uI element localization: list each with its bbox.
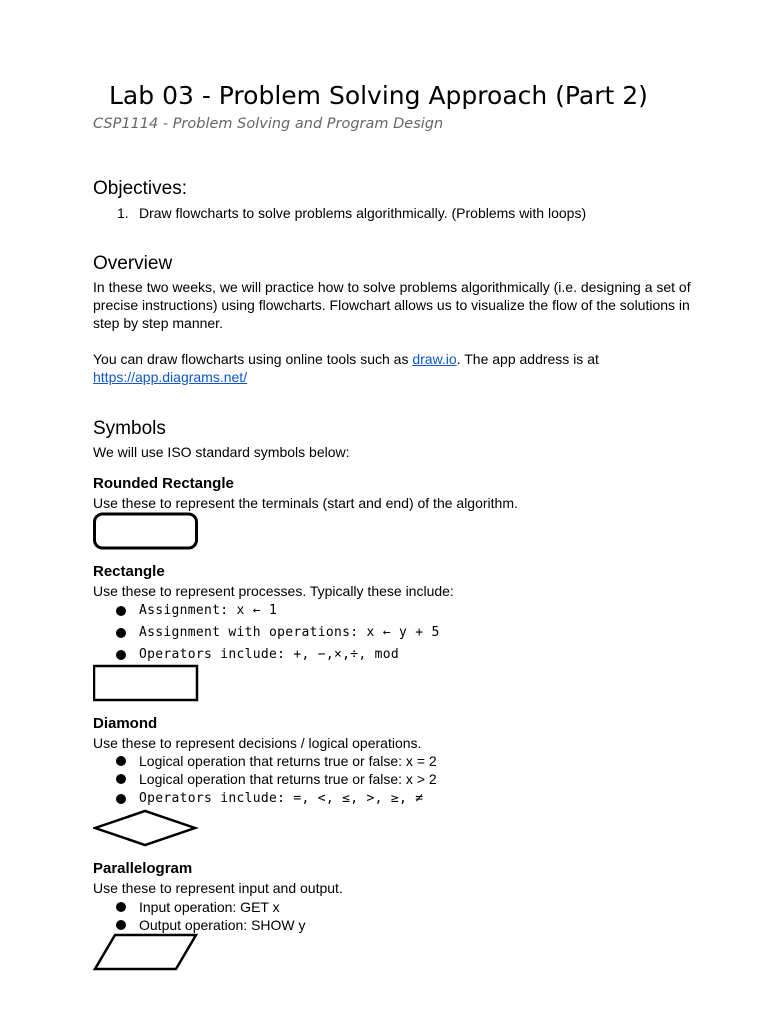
overview-heading: Overview (93, 253, 173, 274)
objectives-heading: Objectives: (93, 178, 187, 199)
overview-paragraph: In these two weeks, we will practice how to solve problems algorithmically (i.e. designing a set of precise instructions) using flowcharts. Flowchart allows us to visualize the flow of the solutions in step by step manner. (93, 279, 691, 331)
rounded-rectangle-shape (93, 512, 201, 552)
objective-item (93, 204, 586, 222)
parallelogram-title: Parallelogram (93, 860, 193, 877)
bullet-icon (116, 920, 126, 930)
bullet-icon (116, 650, 126, 660)
app-url-link[interactable]: https://app.diagrams.net/ (93, 369, 248, 385)
app-address-paragraph (93, 368, 693, 386)
bullet-text: Logical operation that returns true or false: x > 2 (139, 771, 437, 787)
page-title: Lab 03 - Problem Solving Approach (Part 2) (109, 81, 648, 110)
list-item (93, 644, 440, 666)
bullet-icon (116, 756, 126, 766)
bullet-text: Input operation: GET x (139, 899, 280, 915)
diamond-title: Diamond (93, 715, 158, 732)
rounded-rectangle-title: Rounded Rectangle (93, 475, 234, 492)
bullet-icon (116, 774, 126, 784)
bullet-text: Operators include: +, −,×,÷, mod (139, 647, 400, 662)
bullet-text: Logical operation that returns true or false: x = 2 (139, 753, 437, 769)
bullet-icon (116, 902, 126, 912)
diamond-bullets (93, 752, 437, 810)
bullet-text: Assignment: x ← 1 (139, 603, 278, 618)
list-item (93, 770, 437, 788)
rectangle-shape (93, 664, 201, 704)
tools-paragraph (93, 350, 693, 368)
objective-number: 1. (117, 205, 129, 221)
list-item (93, 600, 440, 622)
rectangle-bullets (93, 600, 440, 666)
bullet-icon (116, 794, 126, 804)
tools-text-after: . The app address is at (456, 351, 599, 367)
parallelogram-bullets (93, 898, 306, 934)
diamond-desc: Use these to represent decisions / logical operations. (93, 735, 422, 751)
rectangle-title: Rectangle (93, 563, 165, 580)
bullet-text: Output operation: SHOW y (139, 917, 306, 933)
symbols-heading: Symbols (93, 418, 166, 439)
rounded-rectangle-desc: Use these to represent the terminals (start and end) of the algorithm. (93, 495, 518, 511)
objective-text: Draw flowcharts to solve problems algorithmically. (Problems with loops) (139, 205, 587, 221)
list-item (93, 898, 306, 916)
bullet-text: Operators include: =, <, ≤, >, ≥, ≠ (139, 791, 424, 806)
symbols-intro: We will use ISO standard symbols below: (93, 444, 350, 460)
tools-text-before: You can draw flowcharts using online tools such as (93, 351, 413, 367)
diamond-shape (93, 808, 201, 850)
list-item (93, 622, 440, 644)
drawio-link[interactable]: draw.io (412, 351, 457, 367)
bullet-icon (116, 606, 126, 616)
page-subtitle: CSP1114 - Problem Solving and Program Design (93, 116, 444, 132)
list-item (93, 752, 437, 770)
objectives-list (93, 204, 586, 222)
bullet-icon (116, 628, 126, 638)
list-item (93, 788, 437, 810)
bullet-text: Assignment with operations: x ← y + 5 (139, 625, 440, 640)
parallelogram-desc: Use these to represent input and output. (93, 880, 343, 896)
rectangle-desc: Use these to represent processes. Typically these include: (93, 583, 454, 599)
parallelogram-shape (93, 932, 201, 974)
